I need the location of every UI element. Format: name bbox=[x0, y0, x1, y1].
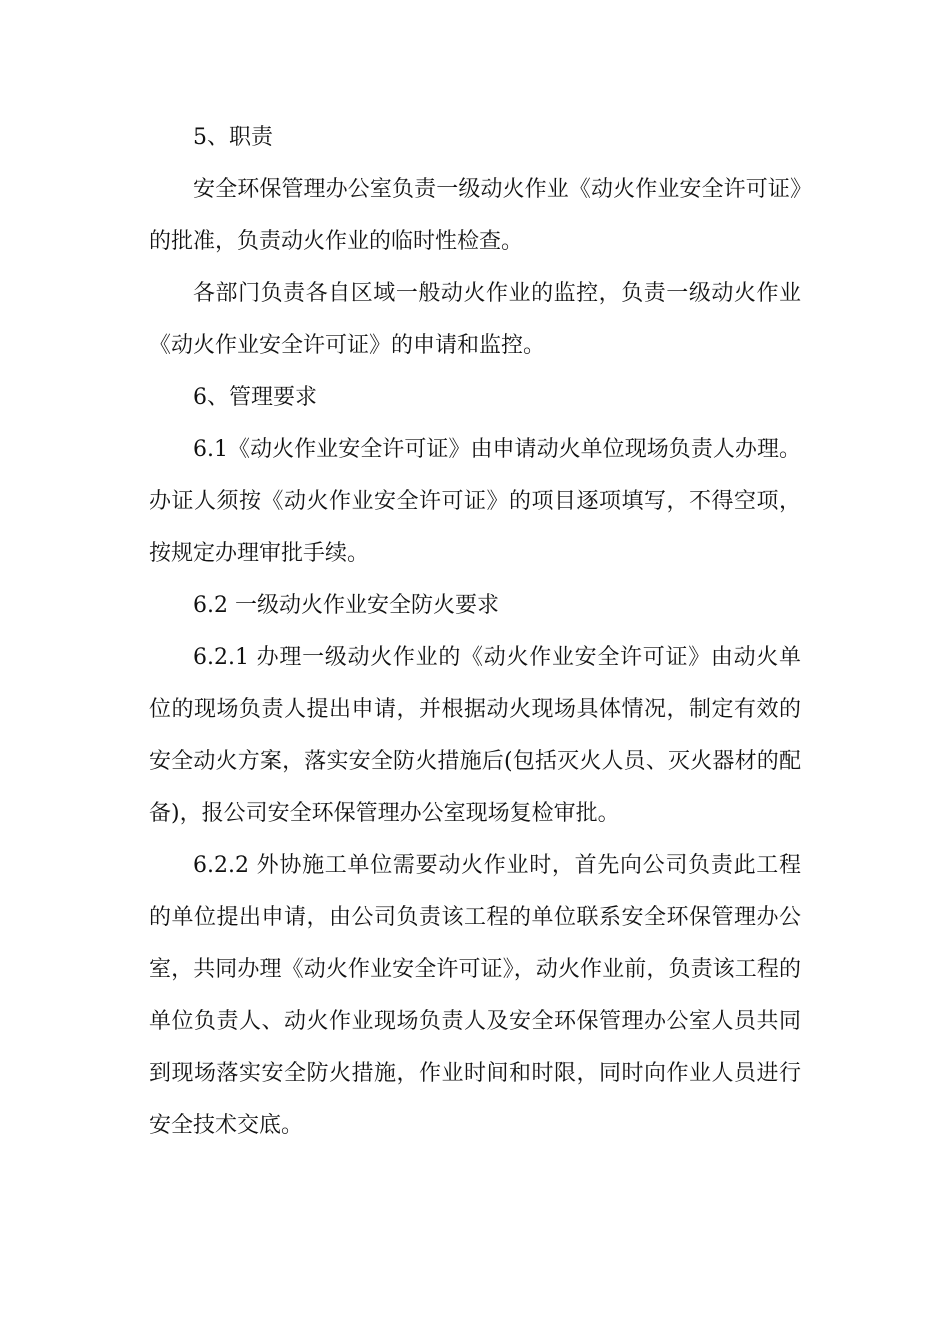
section-heading-responsibilities: 5、职责 bbox=[193, 125, 273, 150]
paragraph-6-2-1: 6.2.1 办理一级动火作业的《动火作业安全许可证》由动火单位的现场负责人提出申请，并根据动火现场具体情况，制定有效的安全动火方案，落实安全防火措施后(包括灭火人员、灭火器材的配备)，报公司安全环保管理办公室现场复检审批。 bbox=[149, 645, 801, 826]
subsection-heading-6-2: 6.2 一级动火作业安全防火要求 bbox=[193, 593, 499, 618]
paragraph-department-duty: 各部门负责各自区域一般动火作业的监控，负责一级动火作业《动火作业安全许可证》的申请和监控。 bbox=[149, 281, 801, 358]
paragraph-6-1: 6.1《动火作业安全许可证》由申请动火单位现场负责人办理。办证人须按《动火作业安全许可证》的项目逐项填写，不得空项，按规定办理审批手续。 bbox=[149, 437, 801, 566]
paragraph-safety-office-duty: 安全环保管理办公室负责一级动火作业《动火作业安全许可证》的批准，负责动火作业的临时性检查。 bbox=[149, 177, 801, 254]
document-body bbox=[149, 112, 801, 1152]
section-heading-management-requirements: 6、管理要求 bbox=[193, 385, 317, 410]
paragraph-6-2-2: 6.2.2 外协施工单位需要动火作业时，首先向公司负责此工程的单位提出申请，由公司负责该工程的单位联系安全环保管理办公室，共同办理《动火作业安全许可证》，动火作业前，负责该工程的单位负责人、动火作业现场负责人及安全环保管理办公室人员共同到现场落实安全防火措施，作业时间和时限，同时向作业人员进行安全技术交底。 bbox=[149, 853, 801, 1138]
